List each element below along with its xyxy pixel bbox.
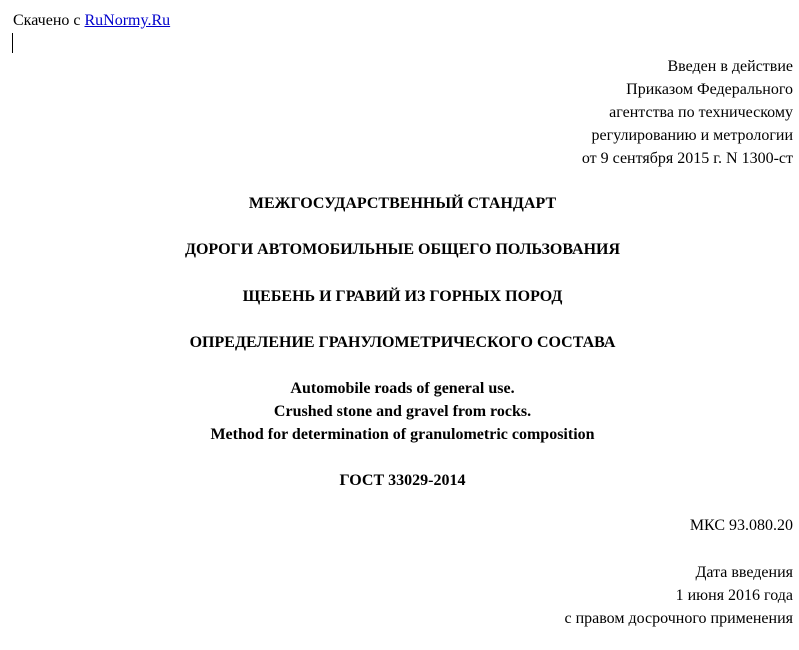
enactment-line: Введен в действие xyxy=(667,58,793,75)
enactment-line: от 9 сентября 2015 г. N 1300-ст xyxy=(581,150,793,167)
source-prefix: Скачено с xyxy=(13,12,85,29)
english-title-line: Automobile roads of general use. xyxy=(290,380,515,397)
introduction-date-note: с правом досрочного применения xyxy=(564,610,793,627)
gost-number: ГОСТ 33029-2014 xyxy=(339,472,466,489)
title-line-method: ОПРЕДЕЛЕНИЕ ГРАНУЛОМЕТРИЧЕСКОГО СОСТАВА xyxy=(189,334,616,351)
enactment-line: агентства по техническому xyxy=(609,104,793,121)
mks-code: МКС 93.080.20 xyxy=(689,517,793,534)
enactment-block xyxy=(582,55,793,170)
text-cursor xyxy=(12,33,13,53)
introduction-date-label: Дата введения xyxy=(695,564,793,581)
source-line xyxy=(13,9,170,32)
introduction-date-block xyxy=(564,561,793,630)
english-title-line: Method for determination of granulometric composition xyxy=(210,426,595,443)
title-line-roads: ДОРОГИ АВТОМОБИЛЬНЫЕ ОБЩЕГО ПОЛЬЗОВАНИЯ xyxy=(184,241,621,258)
introduction-date-value: 1 июня 2016 года xyxy=(675,587,793,604)
source-link[interactable]: RuNormy.Ru xyxy=(84,12,171,29)
enactment-line: регулированию и метрологии xyxy=(591,127,793,144)
english-title-block xyxy=(0,377,799,446)
enactment-line: Приказом Федерального xyxy=(626,81,793,98)
standard-type-heading: МЕЖГОСУДАРСТВЕННЫЙ СТАНДАРТ xyxy=(248,195,557,212)
english-title-line: Crushed stone and gravel from rocks. xyxy=(273,403,532,420)
title-line-crushed-stone: ЩЕБЕНЬ И ГРАВИЙ ИЗ ГОРНЫХ ПОРОД xyxy=(242,288,563,305)
